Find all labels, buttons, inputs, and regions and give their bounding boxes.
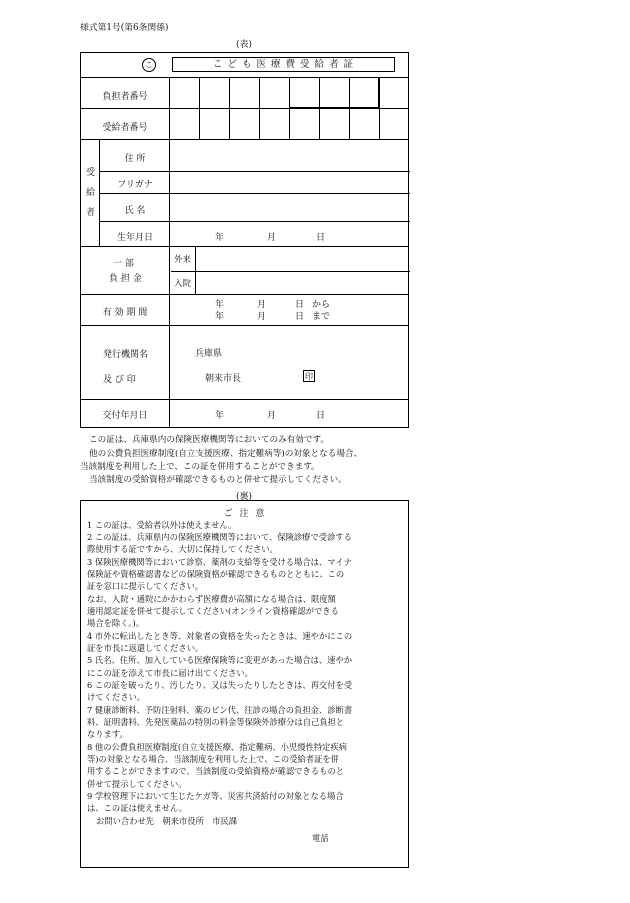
copay-label: 一 部 <box>113 259 134 269</box>
front-note: 当該制度を利用した上で、この証を併用することができます。 <box>80 462 320 472</box>
col-divider <box>169 77 170 428</box>
front-note: この証は、兵庫県内の保険医療機関等においてのみ有効です。 <box>89 435 329 445</box>
caution-line: 6 この証を破ったり、汚したり、又は失ったりしたときは、再交付を受 <box>87 680 353 690</box>
caution-line: 併せて提示してください。 <box>87 779 187 789</box>
caution-line: なります。 <box>87 729 128 739</box>
caution-line: にこの証を添えて市長に届け出てください。 <box>87 668 253 678</box>
caution-line: は、この証は使えません。 <box>87 803 188 813</box>
digit-divider <box>229 77 230 139</box>
validity-to-month: 月 <box>257 312 267 322</box>
issuer-mayor: 朝来市長 <box>205 374 242 384</box>
row-divider <box>81 108 408 109</box>
outpatient-label: 外来 <box>174 255 192 265</box>
name-label: 氏 名 <box>124 206 146 216</box>
recipient-group-char: 者 <box>86 208 96 218</box>
caution-line: 5 氏名、住所、加入している医療保険等に変更があった場合は、速やか <box>87 655 353 665</box>
validity-to-suffix: まで <box>312 312 331 322</box>
recipient-group-char: 受 <box>86 168 96 178</box>
furigana-label: フリガナ <box>117 180 153 190</box>
validity-to-year: 年 <box>215 312 225 322</box>
burden-number-label: 負担者番号 <box>102 92 148 102</box>
phone-label: 電話 <box>312 833 329 843</box>
caution-line: 場合を除く。)。 <box>87 618 144 628</box>
issue-date-year: 年 <box>215 411 225 421</box>
address-label: 住 所 <box>124 154 146 164</box>
digit-divider <box>199 77 200 139</box>
caution-line: 証を市長に返還してください。 <box>87 643 204 653</box>
caution-line: 8 他の公費負担医療制度(自立支援医療、指定難病、小児慢性特定疾病 <box>87 742 348 752</box>
row-divider <box>81 399 408 400</box>
recipient-number-label: 受給者番号 <box>102 123 148 133</box>
contact-line: お問い合わせ先 朝来市役所 市民課 <box>96 816 238 826</box>
issue-date-label: 交付年月日 <box>102 411 148 421</box>
burden-number-highlight <box>289 77 379 108</box>
row-divider-thick <box>81 294 408 295</box>
issuer-prefecture: 兵庫県 <box>195 349 223 359</box>
row-divider <box>99 193 410 194</box>
caution-line: 料、証明書料、先発医薬品の特別の料金等保険外診療分は自己負担と <box>87 717 345 727</box>
issue-date-month: 月 <box>267 411 277 421</box>
caution-line: 用することができますので、当該制度の受給資格が確認できるものと <box>87 766 345 776</box>
front-label: (表) <box>235 40 253 50</box>
birthdate-day: 日 <box>316 233 326 243</box>
certificate-card <box>80 52 409 428</box>
caution-line: 証を窓口に提示してください。 <box>87 581 204 591</box>
front-notes <box>80 430 420 486</box>
caution-title: ご 注 意 <box>223 509 267 519</box>
digit-divider <box>259 77 260 139</box>
form-number: 様式第1号(第6条関係) <box>80 23 169 33</box>
birthdate-month: 月 <box>267 233 277 243</box>
digit-divider <box>379 77 380 139</box>
caution-line: けてください。 <box>87 692 146 702</box>
validity-from-year: 年 <box>215 300 225 310</box>
row-divider <box>99 221 410 222</box>
row-divider <box>81 139 408 140</box>
birthdate-label: 生年月日 <box>116 233 154 243</box>
caution-line: 9 学校管理下において生じたケガ等、災害共済給付の対象となる場合 <box>87 791 344 801</box>
card-title: こ ど も 医 療 費 受 給 者 証 <box>172 57 395 72</box>
back-label: (裏) <box>235 492 253 502</box>
caution-line: 適用認定証を併せて提示してください(オンライン資格確認ができる <box>87 606 339 616</box>
birthdate-year: 年 <box>215 233 225 243</box>
validity-to-day: 日 <box>295 312 305 322</box>
issuer-label: 発行機関名 <box>103 350 149 360</box>
caution-line: なお、入院・通院にかかわらず医療費が高額になる場合は、限度額 <box>87 594 336 604</box>
col-divider <box>195 246 196 294</box>
validity-from-month: 月 <box>257 300 267 310</box>
kodomo-mark-icon: こ <box>142 58 156 72</box>
caution-line: 2 この証は、兵庫県内の保険医療機関等において、保険診療で受診する <box>87 532 352 542</box>
seal-label: 及 び 印 <box>103 375 136 385</box>
row-divider <box>171 271 410 272</box>
caution-line: 3 保険医療機関等において診察、薬剤の支給等を受ける場合は、マイナ <box>87 557 352 567</box>
validity-label: 有 効 期 間 <box>102 308 148 318</box>
validity-from-suffix: から <box>312 300 331 310</box>
col-divider <box>99 139 100 246</box>
copay-label: 負 担 金 <box>109 274 142 284</box>
row-divider <box>99 171 410 172</box>
caution-panel <box>80 500 409 868</box>
caution-line: 1 この証は、受給者以外は使えません。 <box>87 520 237 530</box>
caution-line: 4 市外に転出したとき等、対象者の資格を失ったときは、速やかにこの <box>87 631 353 641</box>
caution-line: 7 健康診断料、予防注射料、薬のビン代、往診の場合の負担金、診断書 <box>87 705 353 715</box>
inpatient-label: 入院 <box>174 279 192 289</box>
validity-from-day: 日 <box>295 300 305 310</box>
caution-line: 際使用する証ですから、大切に保持してください。 <box>87 544 278 554</box>
row-divider-thick <box>81 246 408 247</box>
front-note: 当該制度の受給資格が確認できるものと併せて提示してください。 <box>89 475 347 485</box>
caution-line: 等)の対象となる場合、当該制度を利用した上で、この受給者証を併 <box>87 754 339 764</box>
issue-date-day: 日 <box>316 411 326 421</box>
row-divider <box>81 325 408 326</box>
caution-line: 保険証や資格確認書などの保険資格が確認できるものとともに、この <box>87 569 345 579</box>
front-note: 他の公費負担医療制度(自立支援医療、指定難病等)の対象となる場合、 <box>89 449 363 459</box>
seal-icon: 印 <box>305 372 313 381</box>
recipient-group-char: 給 <box>86 188 96 198</box>
